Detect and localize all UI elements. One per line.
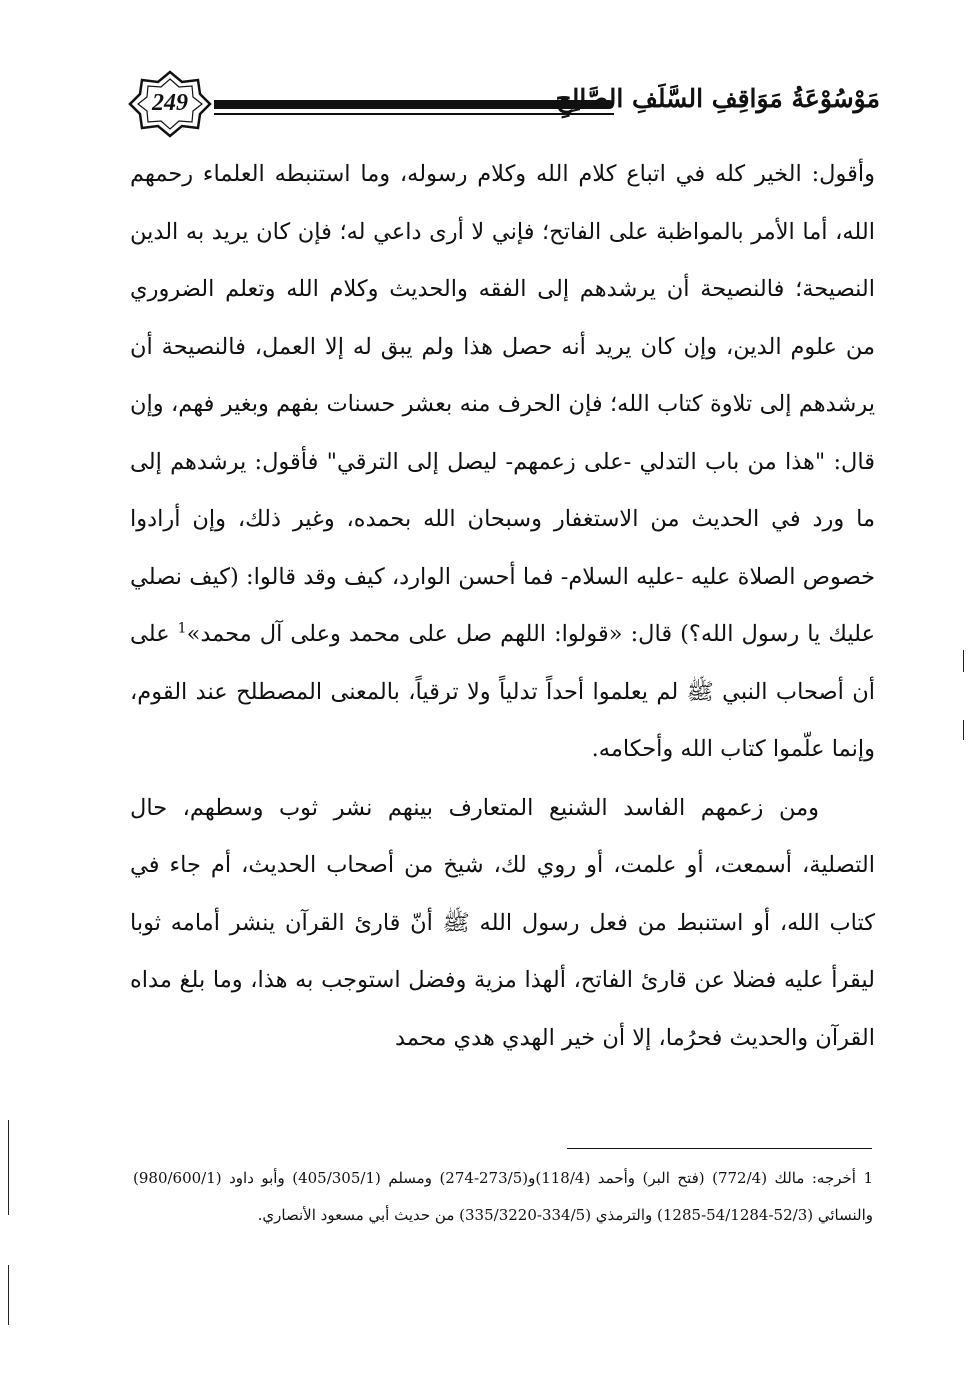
book-title: مَوْسُوْعَةُ مَوَاقِفِ السَّلَفِ الصَّالِحِ	[555, 84, 880, 113]
page-header	[120, 70, 880, 140]
margin-mark	[8, 1120, 9, 1215]
paragraph-text-continued: على أن أصحاب النبي ﷺ لم يعلموا أحداً تدلياً ولا ترقياً، بالمعنى المصطلح عند القوم، وإنما علّموا كتاب الله وأحكامه.	[130, 621, 875, 762]
paragraph	[130, 146, 875, 779]
paragraph-text: وأقول: الخير كله في اتباع كلام الله وكلام رسوله، وما استنبطه العلماء رحمهم الله، أما الأمر بالمواظبة على الفاتح؛ فإني لا أرى داعي له؛ فإن كان يريد به الدين النصيحة؛ فالنصيحة أن يرشدهم إلى الفقه والحديث وكلام الله وتعلم الضروري من علوم الدين، وإن كان يريد أنه حصل هذا ولم يبق له إلا العمل، فالنصيحة أن يرشدهم إلى تلاوة كتاب الله؛ فإن الحرف منه بعشر حسنات بفهم وبغير فهم، وإن قال: "هذا من باب التدلي -على زعمهم- ليصل إلى الترقي" فأقول: يرشدهم إلى ما ورد في الحديث من الاستغفار وسبحان الله بحمده، وغير ذلك، وإن أرادوا خصوص الصلاة عليه -عليه السلام- فما أحسن الوارد، كيف وقد قالوا: (كيف نصلي عليك يا رسول الله؟) قال: «قولوا: اللهم صل على محمد وعلى آل محمد»	[130, 161, 875, 647]
footnote-separator	[567, 1148, 872, 1149]
header-rule	[214, 100, 614, 109]
margin-mark	[963, 650, 964, 672]
footnote: 1 أخرجه: مالك (772/4) (فتح البر) وأحمد (118/4)و(273/5-274) ومسلم (405/305/1) وأبو داود (980/600/1) والنسائي (52/3-54/1284-1285) والترمذي (334/5-335/3220) من حديث أبي مسعود الأنصاري.	[133, 1169, 873, 1224]
body-text	[130, 146, 875, 1067]
margin-mark	[963, 720, 964, 740]
paragraph: ومن زعمهم الفاسد الشنيع المتعارف بينهم نشر ثوب وسطهم، حال التصلية، أسمعت، أو علمت، أو روي لك، شيخ من أصحاب الحديث، أم جاء في كتاب الله، أو استنبط من فعل رسول الله ﷺ أنّ قارئ القرآن ينشر أمامه ثوبا ليقرأ عليه فضلا عن قارئ الفاتح، ألهذا مزية وفضل استوجب به هذا، وما بلغ مداه القرآن والحديث فحرُما، إلا أن خير الهدي هدي محمد	[130, 794, 875, 1051]
page-number-badge	[128, 70, 212, 138]
page-number: 249	[152, 90, 188, 116]
margin-mark	[8, 1265, 9, 1325]
header-rule-thin	[214, 113, 614, 115]
footnote-reference: 1	[177, 620, 187, 637]
